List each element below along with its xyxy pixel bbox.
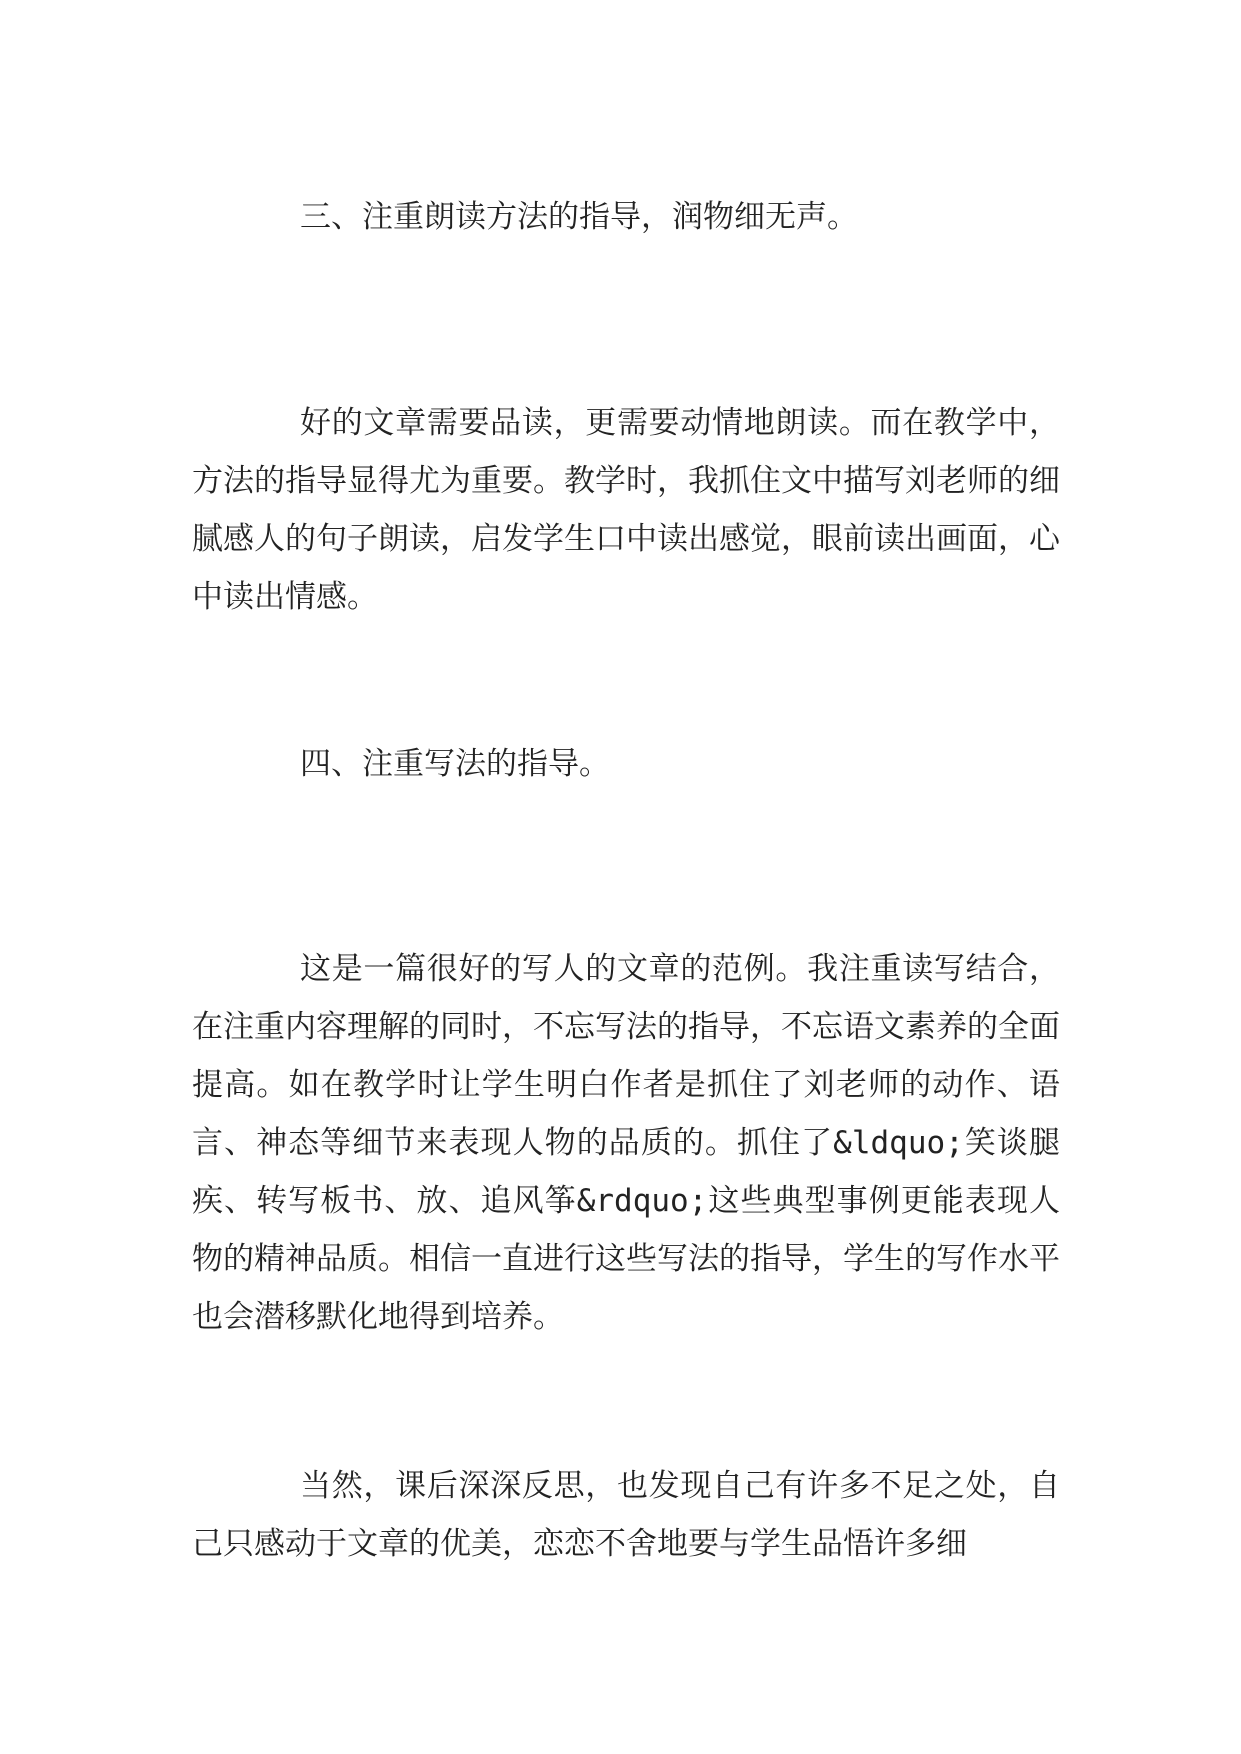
paragraph-reading-guidance: 好的文章需要品读，更需要动情地朗读。而在教学中，方法的指导显得尤为重要。教学时，我抓住文中描写刘老师的细腻感人的句子朗读，启发学生口中读出感觉，眼前读出画面，心中读出情感。 bbox=[192, 405, 1060, 615]
paragraph-reflection: 当然，课后深深反思，也发现自己有许多不足之处，自己只感动于文章的优美，恋恋不舍地要与学生品悟许多细 bbox=[192, 1468, 1060, 1562]
section-heading-three: 三、注重朗读方法的指导，润物细无声。 bbox=[300, 199, 858, 235]
section-heading-four: 四、注重写法的指导。 bbox=[300, 746, 610, 782]
paragraph-writing-guidance: 这是一篇很好的写人的文章的范例。我注重读写结合，在注重内容理解的同时，不忘写法的指导，不忘语文素养的全面提高。如在教学时让学生明白作者是抓住了刘老师的动作、语言、神态等细节来表现人物的品质的。抓住了&ldquo;笑谈腿疾、转写板书、放、追风筝&rdquo;这些典型事例更能表现人物的精神品质。相信一直进行这些写法的指导，学生的写作水平也会潜移默化地得到培养。 bbox=[192, 951, 1060, 1335]
